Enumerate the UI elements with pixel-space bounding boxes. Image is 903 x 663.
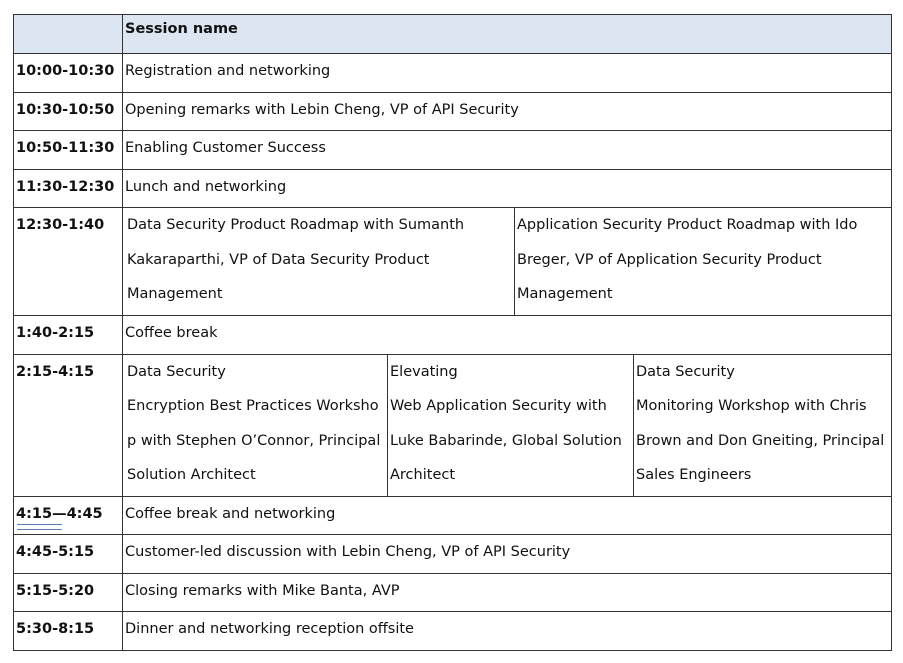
track-text-line: Kakaraparthi, VP of Data Security Product [127,251,430,268]
track-web-application-security [387,355,633,496]
track-text-line: Management [517,286,613,302]
track-text-line: p with Stephen O’Connor, Principal [127,432,381,449]
session-name: Dinner and networking reception offsite [123,612,892,651]
time-slot: 10:00-10:30 [14,54,123,93]
track-text-line: Sales Engineers [636,467,752,483]
session-name: Registration and networking [123,54,892,93]
time-slot: 10:30-10:50 [14,92,123,131]
track-text-line: Data Security [127,363,226,380]
time-slot: 4:45-5:15 [14,535,123,574]
track-monitoring-workshop [633,355,891,496]
agenda-row [14,169,892,208]
agenda-row [14,535,892,574]
track-text-line: Encryption Best Practices Worksho [127,398,379,414]
agenda-row [14,92,892,131]
track-text-line: Web Application Security with [390,398,607,414]
track-data-security-roadmap [125,208,514,315]
track-text-line: Monitoring Workshop with Chris [636,398,867,414]
time-slot: 11:30-12:30 [14,169,123,208]
time-slot: 1:40-2:15 [14,316,123,355]
track-text-line: Management [127,286,223,302]
track-text-line: Data Security [636,363,735,380]
track-application-security-roadmap [514,208,891,315]
session-name: Opening remarks with Lebin Cheng, VP of API Security [123,92,892,131]
time-column-header [14,15,123,54]
track-text-line: Solution Architect [127,467,256,483]
session-column-header: Session name [123,15,892,54]
agenda-row [14,316,892,355]
session-name: Closing remarks with Mike Banta, AVP [123,573,892,612]
track-encryption-workshop [125,355,387,496]
session-name: Coffee break and networking [123,496,892,535]
track-text-line: Brown and Don Gneiting, Principal [636,432,885,449]
parallel-sessions [123,208,892,316]
session-name: Lunch and networking [123,169,892,208]
session-name: Enabling Customer Success [123,131,892,170]
header-row [14,15,892,54]
time-slot-text: 4:15—4:45 [16,505,103,522]
agenda-row [14,131,892,170]
track-text-line: Breger, VP of Application Security Product [517,251,822,268]
agenda-table [13,14,892,651]
track-text-line: Architect [390,467,456,483]
agenda-row [14,54,892,93]
agenda-row [14,573,892,612]
session-name: Coffee break [123,316,892,355]
track-text-line: Elevating [390,363,458,380]
parallel-sessions [123,354,892,496]
session-name: Customer-led discussion with Lebin Cheng, VP of API Security [123,535,892,574]
time-slot [14,496,123,535]
track-text-line: Application Security Product Roadmap with Ido [517,217,858,233]
time-slot: 10:50-11:30 [14,131,123,170]
time-slot: 12:30-1:40 [14,208,123,316]
spellcheck-underline [17,524,62,530]
time-slot: 5:30-8:15 [14,612,123,651]
track-text-line: Luke Babarinde, Global Solution [390,432,622,449]
agenda-row [14,496,892,535]
time-slot: 2:15-4:15 [14,354,123,496]
track-text-line: Data Security Product Roadmap with Sumanth [127,217,465,233]
time-slot: 5:15-5:20 [14,573,123,612]
agenda-row-workshops [14,354,892,496]
agenda-row-roadmaps [14,208,892,316]
agenda-row [14,612,892,651]
